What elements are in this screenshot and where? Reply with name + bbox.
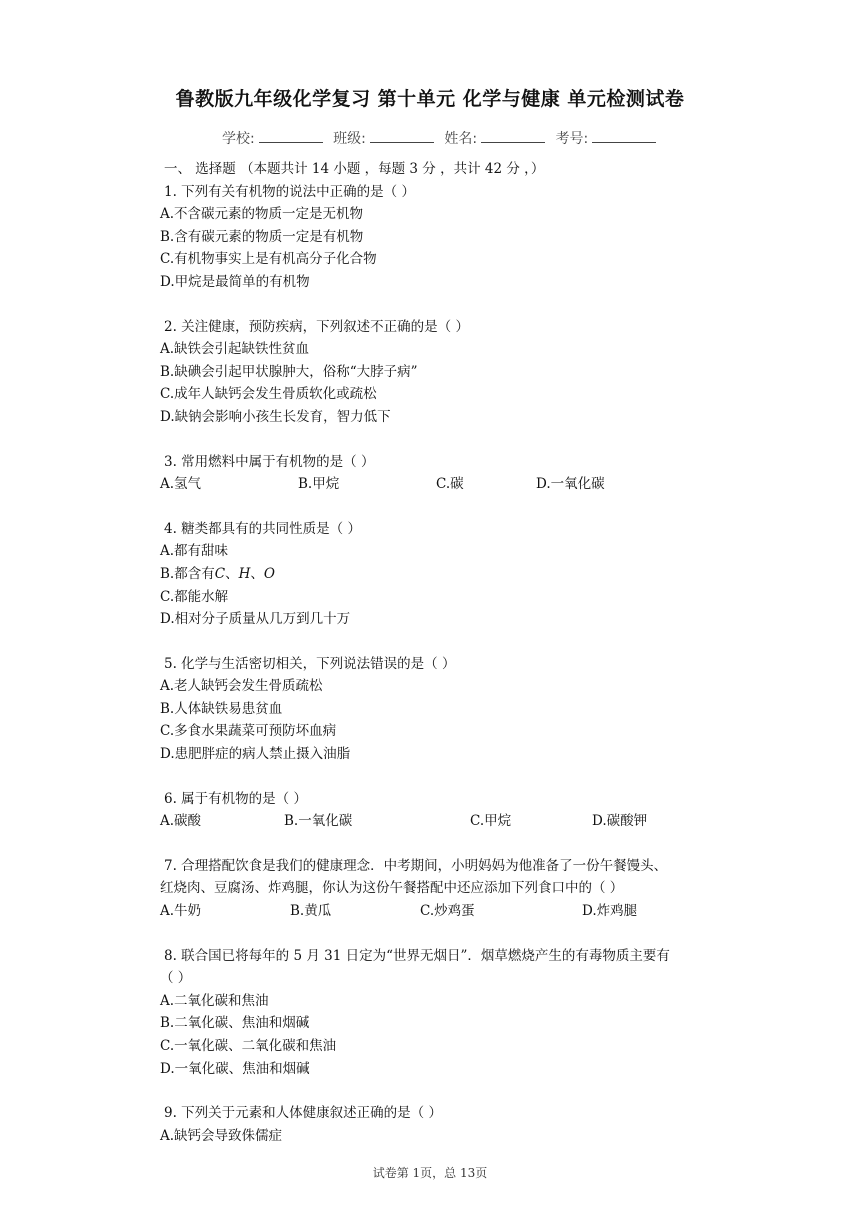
option-a: A.不含碳元素的物质一定是无机物 [160, 206, 364, 223]
options-row [160, 810, 720, 833]
formula-c: C [214, 565, 226, 582]
question-stem: 4. 糖类都具有的共同性质是（ ） [164, 520, 361, 537]
option-a: A.都有甜味 [160, 543, 229, 560]
exam-number-label: 考号: [555, 131, 589, 147]
school-blank [259, 130, 323, 143]
formula-sep: 、 [250, 565, 264, 582]
question-stem: 1. 下列有关有机物的说法中正确的是（ ） [164, 183, 415, 200]
question-6 [160, 788, 720, 833]
option-c: C.碳 [436, 476, 464, 493]
question-3 [160, 451, 720, 496]
question-stem: 8. 联合国已将每年的 5 月 31 日定为“世界无烟日”．烟草燃烧产生的有毒物质主要有 [164, 947, 670, 964]
option-d: D.一氧化碳 [536, 476, 605, 493]
option-a: A.碳酸 [160, 813, 202, 830]
question-stem: 9. 下列关于元素和人体健康叙述正确的是（ ） [164, 1105, 442, 1122]
class-label: 班级: [333, 131, 366, 147]
name-label: 姓名: [444, 131, 478, 147]
option-b: B.二氧化碳、焦油和烟碱 [160, 1015, 310, 1032]
option-c: C.甲烷 [470, 813, 512, 830]
question-1 [160, 181, 720, 294]
question-8 [160, 945, 720, 1081]
question-stem: 3. 常用燃料中属于有机物的是（ ） [164, 453, 375, 470]
question-9 [160, 1102, 720, 1147]
question-4 [160, 518, 720, 631]
option-d: D.碳酸钾 [592, 813, 648, 830]
option-d: D.一氧化碳、焦油和烟碱 [160, 1060, 310, 1077]
formula-h: H [238, 565, 251, 582]
name-blank [481, 130, 545, 143]
option-d: D.相对分子质量从几万到几十万 [160, 611, 351, 628]
option-c: C.有机物事实上是有机高分子化合物 [160, 251, 377, 268]
option-b: B.一氧化碳 [284, 813, 353, 830]
option-b-text: B.都含有 [160, 565, 215, 582]
option-a: A.二氧化碳和焦油 [160, 992, 269, 1009]
option-b: B.含有碳元素的物质一定是有机物 [160, 228, 364, 245]
section-heading: 一、 选择题 （本题共计 14 小题 ，每题 3 分 ，共计 42 分 ，） [164, 161, 545, 177]
option-a: A.老人缺钙会发生骨质疏松 [160, 678, 323, 695]
option-c: C.成年人缺钙会发生骨质软化或疏松 [160, 386, 377, 403]
question-2 [160, 316, 720, 429]
option-b: B.缺碘会引起甲状腺肿大，俗称“大脖子病” [160, 363, 418, 380]
formula-sep: 、 [225, 565, 239, 582]
school-label: 学校: [222, 131, 255, 147]
student-info-line [222, 128, 662, 148]
option-d: D.甲烷是最简单的有机物 [160, 273, 310, 290]
option-b: B.黄瓜 [290, 903, 332, 920]
exam-title: 鲁教版九年级化学复习 第十单元 化学与健康 单元检测试卷 [175, 88, 685, 110]
options-row [160, 900, 720, 923]
option-a: A.氢气 [160, 476, 202, 493]
option-d: D.炸鸡腿 [582, 903, 638, 920]
option-b [160, 563, 720, 586]
option-c: C.都能水解 [160, 588, 229, 605]
option-d: D.患肥胖症的病人禁止摄入油脂 [160, 746, 351, 763]
option-a: A.缺铁会引起缺铁性贫血 [160, 341, 310, 358]
option-c: C.多食水果蔬菜可预防坏血病 [160, 723, 337, 740]
question-stem: 7. 合理搭配饮食是我们的健康理念．中考期间，小明妈妈为他准备了一份午餐馒头、 [164, 857, 668, 874]
option-b: B.甲烷 [298, 476, 340, 493]
page-footer: 试卷第 1页，总 13页 [372, 1166, 488, 1180]
option-c: C.炒鸡蛋 [420, 903, 475, 920]
question-stem: 6. 属于有机物的是（ ） [164, 790, 307, 807]
option-b: B.人体缺铁易患贫血 [160, 700, 283, 717]
question-stem-continued: （ ） [160, 970, 192, 987]
question-stem-continued: 红烧肉、豆腐汤、炸鸡腿，你认为这份午餐搭配中还应添加下列食口中的（ ） [160, 880, 624, 897]
option-d: D.缺钠会影响小孩生长发育，智力低下 [160, 408, 391, 425]
question-stem: 2. 关注健康，预防疾病，下列叙述不正确的是（ ） [164, 318, 469, 335]
options-row [160, 473, 720, 496]
option-c: C.一氧化碳、二氧化碳和焦油 [160, 1038, 337, 1054]
question-stem: 5. 化学与生活密切相关，下列说法错误的是（ ） [164, 655, 456, 672]
exam-number-blank [592, 130, 656, 143]
class-blank [370, 130, 434, 143]
formula-o: O [263, 565, 275, 582]
question-7 [160, 855, 720, 923]
exam-content [160, 158, 720, 1147]
option-a: A.牛奶 [160, 903, 202, 920]
option-a: A.缺钙会导致侏儒症 [160, 1127, 283, 1144]
question-5 [160, 653, 720, 766]
